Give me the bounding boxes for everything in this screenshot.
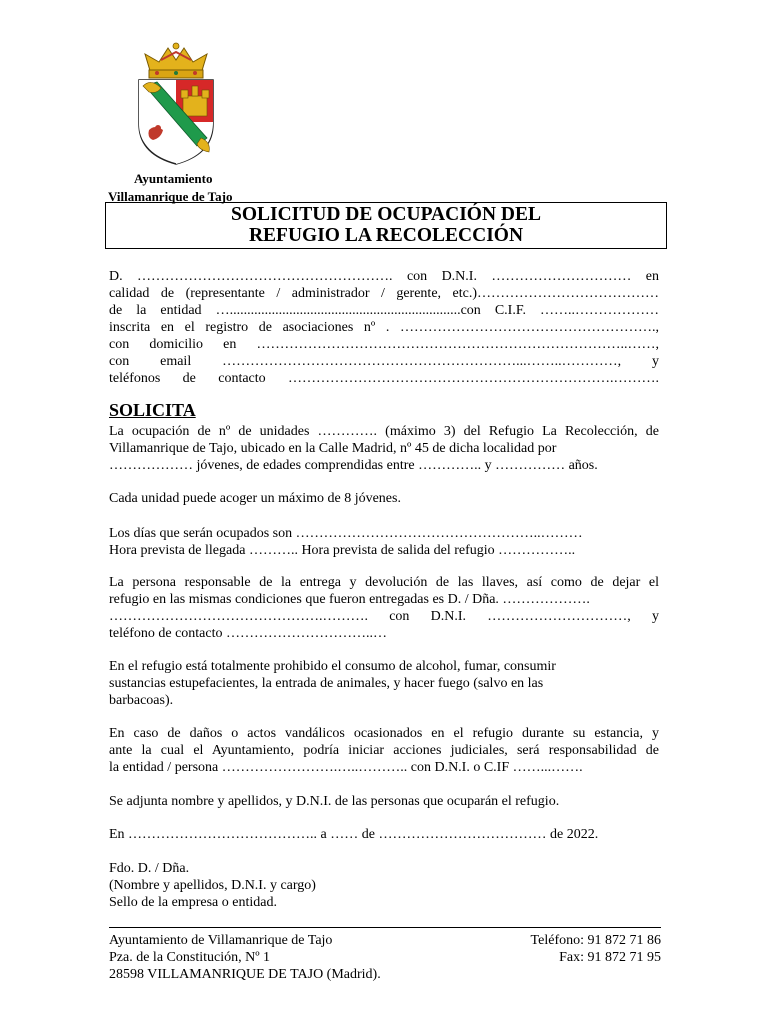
footer-address-line: 28598 VILLAMANRIQUE DE TAJO (Madrid). [109, 967, 381, 982]
keys-line: ……………………………………….………. con D.N.I. …………………………, y [109, 609, 659, 624]
applicant-line: D. ………………………………………………. con D.N.I. ………………………… en [109, 269, 659, 284]
footer-address-line: Pza. de la Constitución, Nº 1 [109, 950, 271, 965]
issuer-line-2: Villamanrique de Tajo [108, 189, 233, 204]
attachment-line: Se adjunta nombre y apellidos, y D.N.I. de las personas que ocuparán el refugio. [109, 794, 560, 809]
coat-of-arms-logo [131, 42, 221, 167]
issuer-name [108, 170, 232, 206]
footer-phone: Teléfono: 91 872 71 86 [530, 933, 661, 948]
footer-address [109, 932, 381, 983]
damages-line: la entidad / persona …………………….…..……….. con D.N.I. o C.IF ……...……. [109, 760, 583, 775]
capacity-note [109, 490, 659, 507]
keys-block [109, 574, 659, 642]
footer-address-line: Ayuntamiento de Villamanrique de Tajo [109, 933, 333, 948]
damages-line: ante la cual el Ayuntamiento, podría iniciar acciones judiciales, será responsabilidad de [109, 743, 659, 758]
applicant-line: con email ………………………………………………………...……..…………, y [109, 354, 659, 369]
signature-line: (Nombre y apellidos, D.N.I. y cargo) [109, 878, 316, 893]
footer-fax: Fax: 91 872 71 95 [559, 950, 661, 965]
dates-block [109, 525, 659, 559]
keys-line: La persona responsable de la entrega y devolución de las llaves, así como de dejar el [109, 575, 659, 590]
title-line-1: SOLICITUD DE OCUPACIÓN DEL [230, 204, 542, 225]
capacity-line: Cada unidad puede acoger un máximo de 8 jóvenes. [109, 491, 401, 506]
applicant-line: inscrita en el registro de asociaciones nº . ………………………………………………., [109, 320, 659, 335]
solicita-heading: SOLICITA [109, 400, 196, 420]
dates-line: Hora prevista de llegada ……….. Hora prevista de salida del refugio …………….. [109, 543, 576, 558]
shield-icon [139, 80, 213, 164]
applicant-line: de la entidad …..................................................................con C.I.F. ……..……………… [109, 303, 659, 318]
solicita-line: La ocupación de nº de unidades …………. (máximo 3) del Refugio La Recolección, de [109, 424, 659, 439]
footer-divider [109, 927, 661, 928]
applicant-line: con domicilio en ……………………………………………………………………..……, [109, 337, 659, 352]
applicant-line: calidad de (representante / administrador / gerente, etc.)………………………………… [109, 286, 659, 301]
issuer-line-1: Ayuntamiento [134, 171, 213, 186]
prohibition-line: barbacoas). [109, 693, 174, 708]
signature-line: Fdo. D. / Dña. [109, 861, 190, 876]
signature-block [109, 860, 659, 911]
date-place-line [109, 826, 659, 843]
applicant-line: teléfonos de contacto …………………………………………………………….………. [109, 371, 659, 386]
footer-contact [531, 932, 661, 966]
prohibition-line: En el refugio está totalmente prohibido el consumo de alcohol, fumar, consumir [109, 659, 556, 674]
date-line: En ………………………………….. a …… de ……………………………… de 2022. [109, 827, 599, 842]
crown-icon [145, 43, 207, 78]
dates-line: Los días que serán ocupados son ……………………………………………..……… [109, 526, 583, 541]
attachment-note [109, 793, 659, 810]
title-line-2: REFUGIO LA RECOLECCIÓN [248, 225, 524, 246]
damages-block [109, 725, 659, 776]
document-title [105, 202, 667, 249]
solicita-line: ……………… jóvenes, de edades comprendidas entre ………….. y …………… años. [109, 458, 598, 473]
prohibition-block [109, 658, 659, 709]
applicant-block [109, 268, 659, 387]
damages-line: En caso de daños o actos vandálicos ocasionados en el refugio durante su estancia, y [109, 726, 659, 741]
keys-line: teléfono de contacto …………………………..… [109, 626, 388, 641]
solicita-line: Villamanrique de Tajo, ubicado en la Calle Madrid, nº 45 de dicha localidad por [109, 441, 557, 456]
signature-line: Sello de la empresa o entidad. [109, 895, 277, 910]
keys-line: refugio en las mismas condiciones que fueron entregadas es D. / Dña. ………………. [109, 592, 590, 607]
solicita-block [109, 423, 659, 474]
prohibition-line: sustancias estupefacientes, la entrada de animales, y hacer fuego (salvo en las [109, 676, 544, 691]
